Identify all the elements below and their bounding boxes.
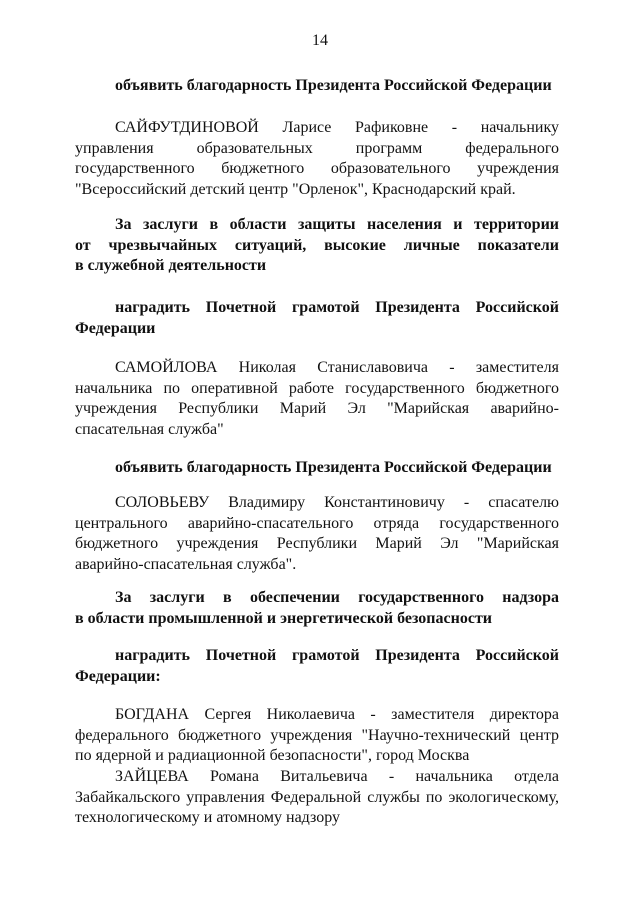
text-line: управления образовательных программ федерального xyxy=(75,139,559,157)
text-line: БОГДАНА Сергея Николаевича - заместителя директора xyxy=(115,706,559,723)
text-line: начальника по оперативной работе государственного бюджетного xyxy=(75,379,559,397)
text-line: СОЛОВЬЕВУ Владимиру Константиновичу - спасателю xyxy=(115,494,559,511)
text-line: САЙФУТДИНОВОЙ Ларисе Рафиковне - начальнику xyxy=(115,119,559,136)
text-line: технологическому и атомному надзору xyxy=(75,809,341,826)
text-line: "Всероссийский детский центр "Орленок", Краснодарский край. xyxy=(75,180,516,198)
text-line: бюджетного учреждения Республики Марий Эл "Марийская xyxy=(75,535,559,552)
award-reason-heading xyxy=(75,215,559,277)
text-line: САМОЙЛОВА Николая Станиславовича - заместителя xyxy=(115,359,559,376)
awardee-paragraph xyxy=(75,118,559,200)
award-action-gratitude: объявить благодарность Президента Российской Федерации xyxy=(115,77,552,94)
text-line: в служебной деятельности xyxy=(75,257,267,274)
awardee-paragraph xyxy=(75,493,559,575)
page-number: 14 xyxy=(312,32,328,49)
award-action-certificate xyxy=(75,298,559,339)
text-line: Федерации: xyxy=(75,667,161,685)
text-line: За заслуги в области защиты населения и территории xyxy=(115,216,559,233)
text-line: Федерации xyxy=(75,319,156,337)
text-line: спасательная служба" xyxy=(75,420,224,438)
awardee-paragraph xyxy=(75,705,559,767)
award-reason-heading xyxy=(75,588,559,629)
text-line: центрального аварийно-спасательного отряда государственного xyxy=(75,514,559,532)
text-line: от чрезвычайных ситуаций, высокие личные показатели xyxy=(75,236,559,254)
award-action-certificate xyxy=(75,646,559,687)
text-line: в области промышленной и энергетической безопасности xyxy=(75,609,493,627)
award-action-gratitude: объявить благодарность Президента Российской Федерации xyxy=(115,459,552,476)
text-line: наградить Почетной грамотой Президента Российской xyxy=(115,299,559,316)
awardee-paragraph xyxy=(75,767,559,829)
text-line: федерального бюджетного учреждения "Научно-технический центр xyxy=(75,726,559,744)
text-line: За заслуги в обеспечении государственного надзора xyxy=(115,589,559,606)
text-line: наградить Почетной грамотой Президента Российской xyxy=(115,647,559,664)
text-line: Забайкальского управления Федеральной службы по экологическому, xyxy=(75,788,559,806)
text-line: государственного бюджетного образовательного учреждения xyxy=(75,160,559,177)
text-line: аварийно-спасательная служба". xyxy=(75,555,297,573)
text-line: по ядерной и радиационной безопасности", город Москва xyxy=(75,747,470,764)
text-line: учреждения Республики Марий Эл "Марийская аварийно- xyxy=(75,400,559,417)
text-line: ЗАЙЦЕВА Романа Витальевича - начальника отдела xyxy=(115,768,559,785)
awardee-paragraph xyxy=(75,358,559,440)
